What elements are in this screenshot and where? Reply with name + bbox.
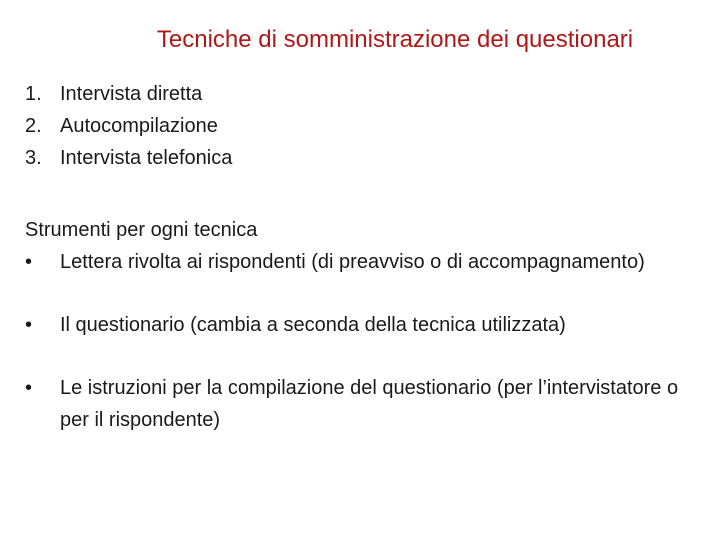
- bullet-item: [25, 309, 705, 341]
- list-item: [25, 78, 232, 110]
- list-number: 1.: [25, 83, 42, 105]
- bullet-item: [25, 246, 705, 278]
- bullet-marker: •: [25, 251, 33, 273]
- bullet-marker: •: [25, 377, 33, 399]
- list-item: [25, 142, 232, 174]
- bullet-marker: •: [25, 314, 33, 336]
- list-number: 2.: [25, 115, 42, 137]
- slide-title: Tecniche di somministrazione dei questionari: [156, 26, 634, 53]
- bullet-text: Lettera rivolta ai rispondenti (di preavviso o di accompagnamento): [60, 251, 645, 273]
- bullet-text: Il questionario (cambia a seconda della tecnica utilizzata): [60, 314, 566, 336]
- list-item-text: Autocompilazione: [60, 115, 218, 137]
- technique-list: [25, 78, 232, 174]
- section-heading: Strumenti per ogni tecnica: [25, 219, 258, 241]
- tools-list: [25, 246, 705, 436]
- bullet-text: Le istruzioni per la compilazione del questionario (per l’intervistatore o per il rispondente): [60, 377, 679, 431]
- bullet-item: [25, 372, 705, 436]
- list-item-text: Intervista diretta: [60, 83, 203, 105]
- list-number: 3.: [25, 147, 42, 169]
- list-item-text: Intervista telefonica: [60, 147, 233, 169]
- list-item: [25, 110, 232, 142]
